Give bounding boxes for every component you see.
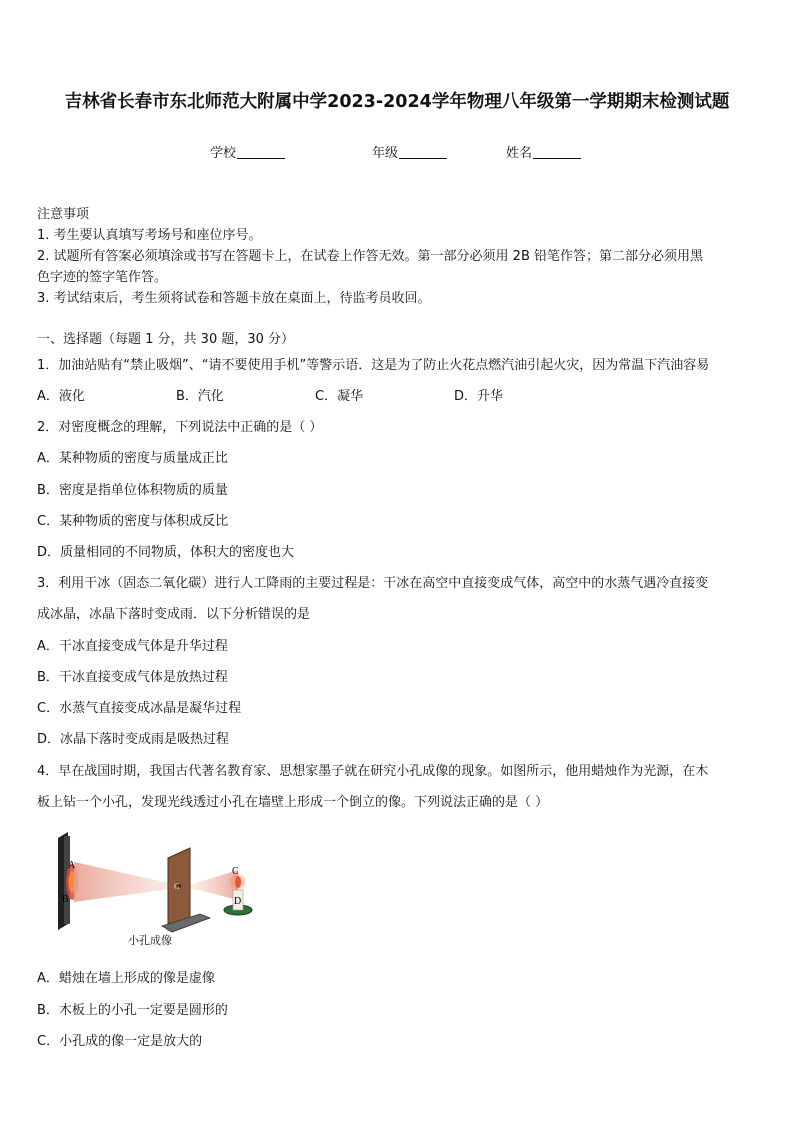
grade-label: 年级 xyxy=(372,146,399,161)
q4-option-a: A．蜡烛在墙上形成的像是虚像 xyxy=(37,971,215,986)
q4-option-c: C．小孔成的像一定是放大的 xyxy=(37,1034,203,1049)
figure-label-c: C xyxy=(232,866,239,877)
school-field xyxy=(210,142,285,161)
notes-item: 3. 考试结束后，考生须将试卷和答题卡放在桌面上，待监考员收回。 xyxy=(37,291,431,306)
q1-option-c: C．凝华 xyxy=(315,389,364,404)
notes-item: 1. 考生要认真填写考场号和座位序号。 xyxy=(37,228,262,243)
figure-label-a: A xyxy=(68,860,76,871)
q1-option-b: B．汽化 xyxy=(176,389,224,404)
notes-item: 色字迹的签字笔作答。 xyxy=(37,270,168,285)
q3-option-b: B．干冰直接变成气体是放热过程 xyxy=(37,670,228,685)
q2-option-c: C．某种物质的密度与体积成反比 xyxy=(37,514,229,529)
question-4-stem: 4．早在战国时期，我国古代著名教育家、思想家墨子就在研究小孔成像的现象。如图所示，他用蜡烛作为光源，在木 xyxy=(37,764,709,779)
section-heading: 一、选择题（每题 1 分，共 30 题，30 分） xyxy=(37,332,295,347)
q1-option-d: D．升华 xyxy=(454,389,504,404)
page-title: 吉林省长春市东北师范大附属中学2023-2024学年物理八年级第一学期期末检测试题 xyxy=(64,92,730,112)
figure-label-d: D xyxy=(234,896,242,907)
name-field xyxy=(506,142,581,161)
q4-option-b: B．木板上的小孔一定要是圆形的 xyxy=(37,1003,228,1018)
school-label: 学校 xyxy=(210,146,237,161)
q2-option-d: D．质量相同的不同物质，体积大的密度也大 xyxy=(37,545,295,560)
question-3-stem: 3．利用干冰（固态二氧化碳）进行人工降雨的主要过程是：干冰在高空中直接变成气体，高空中的水蒸气遇冷直接变 xyxy=(37,576,709,591)
question-2-stem: 2．对密度概念的理解，下列说法中正确的是（ ） xyxy=(37,420,323,435)
figure-caption: 小孔成像 xyxy=(128,934,172,947)
question-4-stem-cont: 板上钻一个小孔，发现光线透过小孔在墙壁上形成一个倒立的像。下列说法正确的是（ ） xyxy=(37,795,549,810)
question-1-stem: 1．加油站贴有“禁止吸烟”、“请不要使用手机”等警示语．这是为了防止火花点燃汽油引起火灾，因为常温下汽油容易 xyxy=(37,358,710,373)
name-label: 姓名 xyxy=(506,146,533,161)
q1-option-a: A．液化 xyxy=(37,389,85,404)
notes-item: 2. 试题所有答案必须填涂或书写在答题卡上，在试卷上作答无效。第一部分必须用 2B 铅笔作答；第二部分必须用黑 xyxy=(37,249,703,264)
figure-label-g: G xyxy=(174,882,180,891)
q2-option-b: B．密度是指单位体积物质的质量 xyxy=(37,483,228,498)
notes-heading: 注意事项 xyxy=(37,207,90,222)
q3-option-c: C．水蒸气直接变成冰晶是凝华过程 xyxy=(37,701,242,716)
q3-option-a: A．干冰直接变成气体是升华过程 xyxy=(37,639,228,654)
school-blank xyxy=(237,158,285,159)
name-blank xyxy=(533,158,581,159)
grade-blank xyxy=(399,158,447,159)
question-3-stem-cont: 成冰晶，冰晶下落时变成雨．以下分析错误的是 xyxy=(37,607,311,622)
q2-option-a: A．某种物质的密度与质量成正比 xyxy=(37,451,228,466)
grade-field xyxy=(372,142,447,161)
light-beam-left xyxy=(74,862,178,902)
figure-label-b: B xyxy=(62,894,69,905)
q3-option-d: D．冰晶下落时变成雨是吸热过程 xyxy=(37,732,230,747)
